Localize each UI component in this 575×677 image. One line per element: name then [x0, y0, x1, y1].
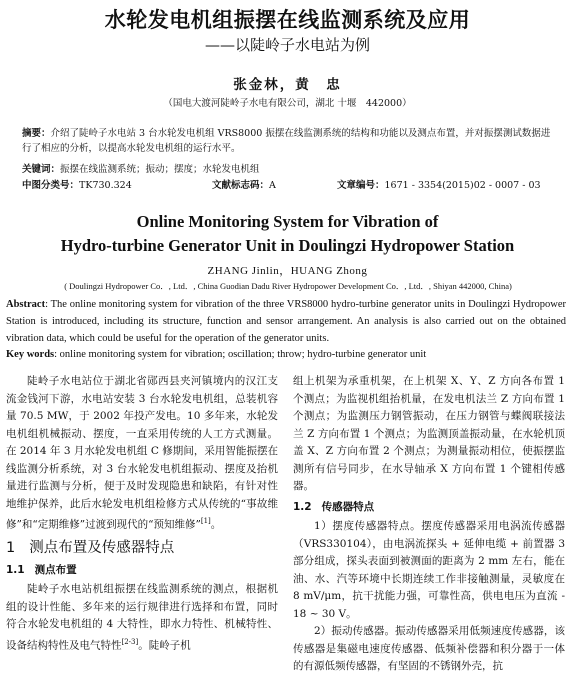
affiliation-cn: （国电大渡河陡岭子水电有限公司，湖北 十堰 442000） [163, 98, 412, 109]
body-right-column [293, 373, 565, 676]
section-1-2-paragraph-2: 2）振动传感器。振动传感器采用低频速度传感器，该传感器是集磁电速度传感器、低频补偿器和积分器于一体的有源低频传感器，有坚固的不锈钢外壳，抗 [293, 625, 565, 672]
clc-label: 中图分类号： [22, 180, 80, 191]
keywords-cn [22, 161, 557, 175]
abstract-en-text: : The online monitoring system for vibration of the three VRS8000 hydro-turbine generator units in Doulingzi Hydropower Station is introduced, including its structure, function and sensor arrangement. An analysis is also carried out on the obtained vibration data, which could be useful for the operation of the generator units. [6, 299, 566, 344]
section-1-2-heading [293, 499, 565, 517]
keywords-en [6, 349, 566, 360]
section-1-2-paragraph-1: 1）摆度传感器特点。摆度传感器采用电涡流传感器（VRS330104），由电涡流探头 + 延伸电缆 + 前置器 3 部分组成，探头表面到被测面的距离为 2 mm 左右，能在油、水、汽等环境中长期连续工作非接触测量，灵敏度在 8 mV/μm，抗干扰能力强，可靠性高，供电电压为直流 - 18 ~ 30 V。 [293, 520, 565, 620]
abstract-cn-text: 介绍了陡岭子水电站 3 台水轮发电机组 VRS8000 振摆在线监测系统的结构和功能以及测点布置，并对振摆测试数据进行了相应的分析，以提高水轮发电机组的运行水平。 [22, 128, 551, 154]
section-1-1-number: 1.1 [6, 563, 25, 576]
section-1-1-end: 。陡岭子机 [138, 639, 191, 651]
title-en [0, 210, 575, 258]
doc-code-label: 文献标志码： [212, 180, 270, 191]
keywords-en-text: : online monitoring system for vibration; oscillation; throw; hydro-turbine generator unit [54, 349, 427, 360]
section-1-2-title: 传感器特点 [321, 500, 375, 513]
keywords-cn-label: 关键词： [22, 164, 61, 175]
authors-en: ZHANG Jinlin，HUANG Zhong [207, 265, 368, 277]
body-left-column [6, 373, 278, 655]
section-1-2-number: 1.2 [293, 500, 312, 513]
right-paragraph-1: 组上机架为承重机架，在上机架 X、Y、Z 方向各布置 1 个测点；为监视机组抬机量，在发电机法兰 Z 方向布置 1 个测点；为监测压力钢管振动，在压力钢管与蝶阀联接法兰 Z 方向布置 1 个测点；为监测顶盖振动量，在水轮机顶盖 X、Z 方向布置 2 个测点；为测量振动相位，使振摆监测所有信号同步，在水导轴承 X 方向布置 1 个键相传感器。 [293, 375, 565, 492]
meta-cn [22, 177, 562, 191]
intro-text: 陡岭子水电站位于湖北省郧西县夹河镇境内的汉江支流金钱河下游，水电站安装 3 台水轮发电机组，总装机容量 70.5 MW，于 2002 年投产发电。10 多年来，水轮发电机组机械振动、摆度，一直采用传统的人工方式测量。在 2014 年 3 月水轮发电机组 C 修期间，采用智能振摆在线监测分析系统，对 3 台水轮发电机组振动、摆度及抬机量进行监测与分析，便于及时发现隐患和缺陷，有针对性地维护保养，此后水轮发电机组检修方式从传统的“事故维修”和“定期维修”过渡到现代的“预知维修” [6, 375, 278, 531]
affiliation-en: ( Doulingzi Hydropower Co．, Ltd．, China Guodian Dadu River Hydropower Development Co．, Ltd．, Shiyan 442000, China) [64, 281, 512, 291]
title-en-line1: Online Monitoring System for Vibration of [136, 212, 439, 231]
citation-2-3: [2-3] [121, 637, 139, 646]
section-1-heading [6, 540, 278, 558]
article-no-value: 1671 - 3354(2015)02 - 0007 - 03 [384, 180, 541, 191]
keywords-en-label: Key words [6, 349, 55, 360]
section-1-1-title: 测点布置 [34, 563, 77, 576]
keywords-cn-text: 振摆在线监测系统；振动；摆度；水轮发电机组 [60, 164, 260, 175]
doc-code-value: A [269, 180, 276, 191]
page-subtitle: ——以陡岭子水电站为例 [204, 36, 370, 54]
abstract-cn-label: 摘要： [22, 128, 51, 139]
section-1-1-paragraph [6, 581, 278, 655]
page-title: 水轮发电机组振摆在线监测系统及应用 [104, 8, 471, 32]
authors-cn: 张金林，黄 忠 [233, 77, 342, 93]
section-1-number: 1 [6, 540, 16, 556]
clc-value: TK730.324 [79, 180, 132, 191]
article-no-label: 文章编号： [337, 180, 385, 191]
abstract-en [6, 296, 566, 347]
citation-1: [1] [200, 517, 211, 525]
section-1-title: 测点布置及传感器特点 [29, 540, 175, 556]
section-1-1-heading [6, 562, 278, 580]
title-en-line2: Hydro-turbine Generator Unit in Doulingzi Hydropower Station [60, 236, 515, 255]
abstract-en-label: Abstract [6, 299, 46, 310]
section-1-1-text: 陡岭子水电站机组振摆在线监测系统的测点，根据机组的设计性能、多年来的运行规律进行选择和布置，同时符合水轮发电机组的 4 大特性，即水力特性、机械特性、设备结构特性及电气特性 [6, 583, 278, 651]
abstract-cn [22, 126, 557, 156]
intro-end: 。 [210, 518, 222, 531]
intro-paragraph [6, 373, 278, 534]
